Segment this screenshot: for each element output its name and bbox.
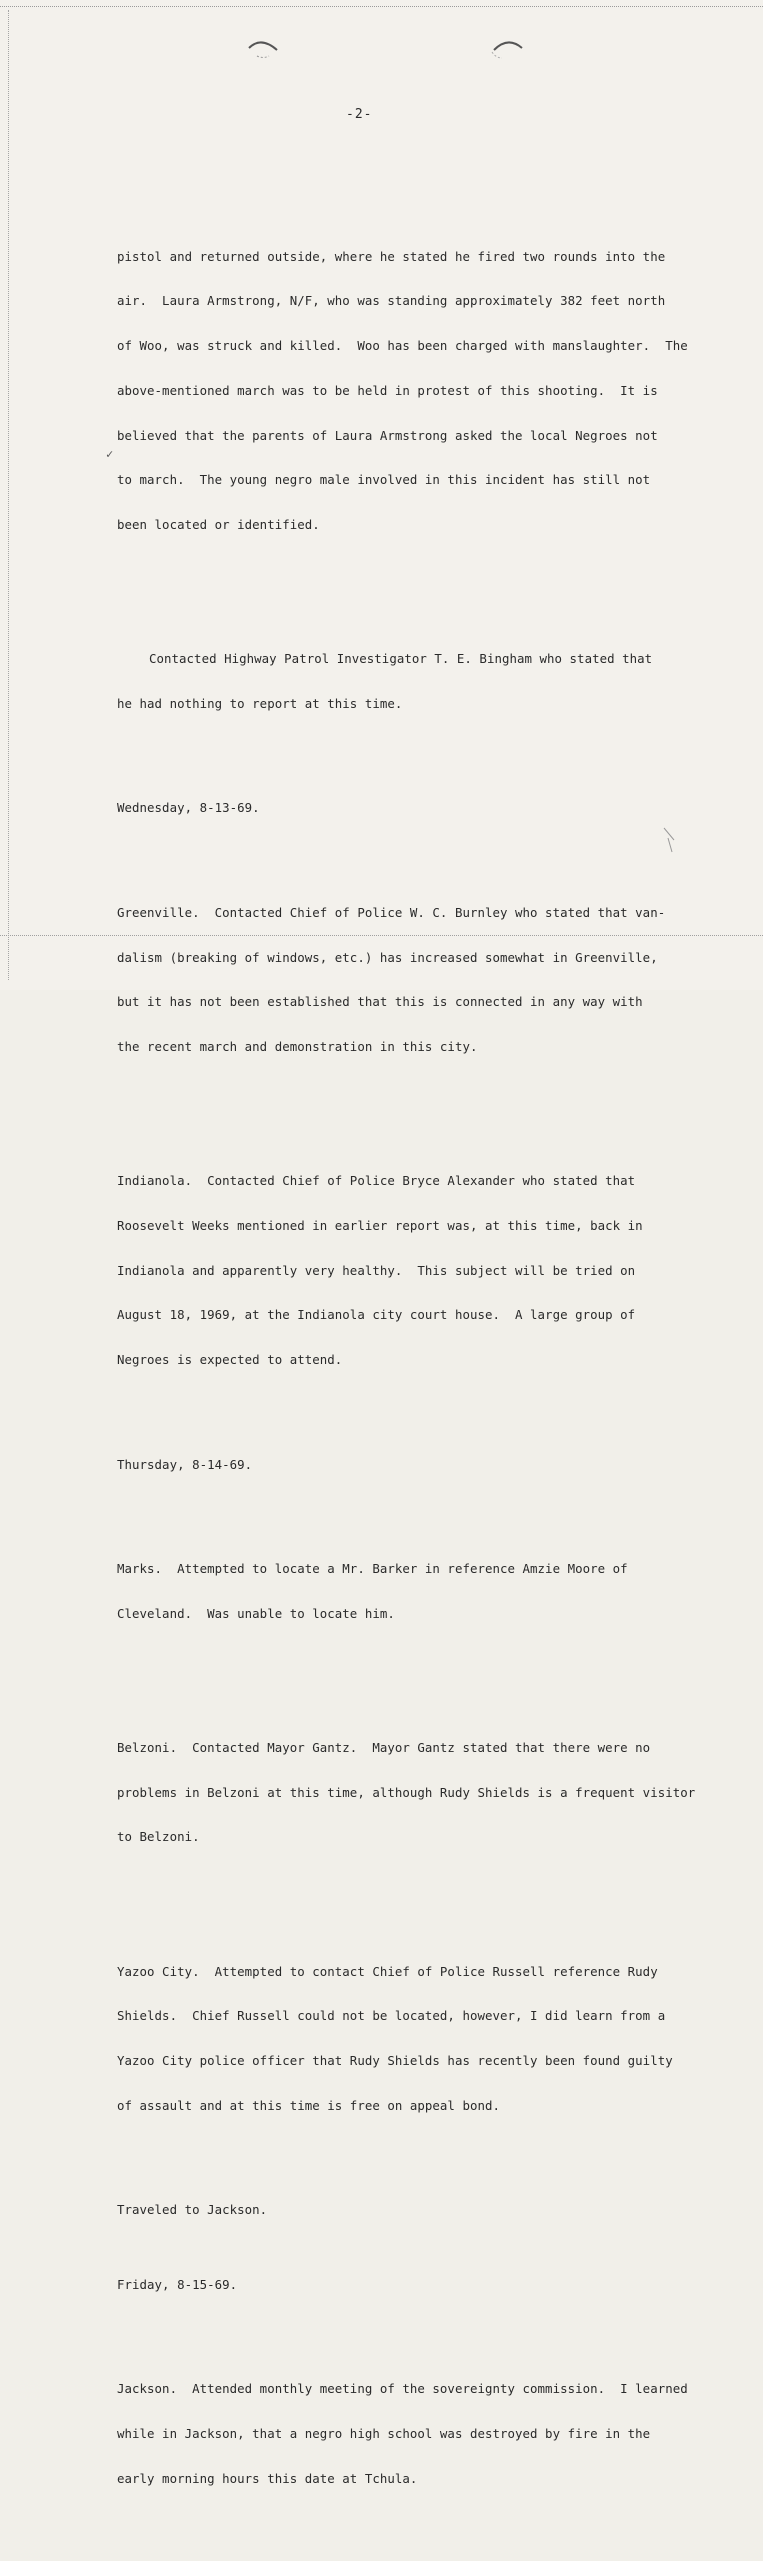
paragraph-shooting (117, 220, 688, 563)
text-line: Indianola. Contacted Chief of Police Bryce Alexander who stated that (117, 1173, 636, 1189)
text-line: early morning hours this date at Tchula. (117, 2470, 418, 2486)
text-line: the recent march and demonstration in this city. (117, 1038, 478, 1054)
paragraph-traveled: Traveled to Jackson. (117, 2202, 268, 2218)
scan-edge-top (0, 6, 763, 7)
page-number: -2- (346, 107, 373, 122)
text-line: Shields. Chief Russell could not be located, however, I did learn from a (117, 2008, 666, 2024)
margin-check-mark: ✓ (106, 447, 114, 461)
text-line: to march. The young negro male involved in this incident has still not (117, 472, 651, 488)
text-line: Yazoo City police officer that Rudy Shields has recently been found guilty (117, 2053, 673, 2069)
text-line: Yazoo City. Attempted to contact Chief of Police Russell reference Rudy (117, 1963, 658, 1979)
text-line: of Woo, was struck and killed. Woo has been charged with manslaughter. The (117, 338, 688, 354)
text-line: pistol and returned outside, where he stated he fired two rounds into the (117, 248, 666, 264)
text-line: Greenville. Contacted Chief of Police W. C. Burnley who stated that van- (117, 904, 666, 920)
text-line: of assault and at this time is free on appeal bond. (117, 2097, 500, 2113)
paragraph-marks (117, 1532, 677, 1651)
text-line: while in Jackson, that a negro high school was destroyed by fire in the (117, 2425, 651, 2441)
text-line: Belzoni. Contacted Mayor Gantz. Mayor Gantz stated that there were no (117, 1739, 651, 1755)
date-heading-friday: Friday, 8-15-69. (117, 2276, 238, 2292)
text-line: dalism (breaking of windows, etc.) has increased somewhat in Greenville, (117, 949, 658, 965)
text-line: but it has not been established that this is connected in any way with (117, 994, 643, 1010)
scan-edge-left (8, 10, 9, 980)
text-line: Marks. Attempted to locate a Mr. Barker in reference Amzie Moore of (117, 1560, 628, 1576)
text-line: he had nothing to report at this time. (117, 695, 403, 711)
text-line: Contacted Highway Patrol Investigator T. E. Bingham who stated that (149, 651, 653, 667)
punch-hole-mark-left (247, 38, 281, 60)
text-line: Jackson. Attended monthly meeting of the sovereignty commission. I learned (117, 2381, 688, 2397)
text-line: believed that the parents of Laura Armstrong asked the local Negroes not (117, 427, 658, 443)
paragraph-greenville (117, 876, 677, 1085)
paragraph-jackson (117, 2352, 688, 2516)
date-heading-thursday: Thursday, 8-14-69. (117, 1456, 253, 1472)
text-line: problems in Belzoni at this time, although Rudy Shields is a frequent visitor (117, 1784, 696, 1800)
paragraph-indianola (117, 1144, 677, 1397)
paragraph-belzoni (117, 1711, 696, 1875)
punch-hole-mark-right (490, 38, 524, 60)
text-line: to Belzoni. (117, 1829, 200, 1845)
date-heading-wednesday: Wednesday, 8-13-69. (117, 800, 260, 816)
text-line: Indianola and apparently very healthy. This subject will be tried on (117, 1262, 636, 1278)
text-line: Cleveland. Was unable to locate him. (117, 1605, 395, 1621)
report-body (117, 190, 696, 2561)
text-line: above-mentioned march was to be held in protest of this shooting. It is (117, 382, 658, 398)
text-line: Negroes is expected to attend. (117, 1352, 343, 1368)
text-line: air. Laura Armstrong, N/F, who was standing approximately 382 feet north (117, 293, 666, 309)
text-line: been located or identified. (117, 516, 320, 532)
text-line: August 18, 1969, at the Indianola city court house. A large group of (117, 1307, 636, 1323)
paragraph-bingham (117, 622, 677, 741)
text-line: Roosevelt Weeks mentioned in earlier report was, at this time, back in (117, 1217, 643, 1233)
paragraph-yazoo-city (117, 1935, 677, 2144)
